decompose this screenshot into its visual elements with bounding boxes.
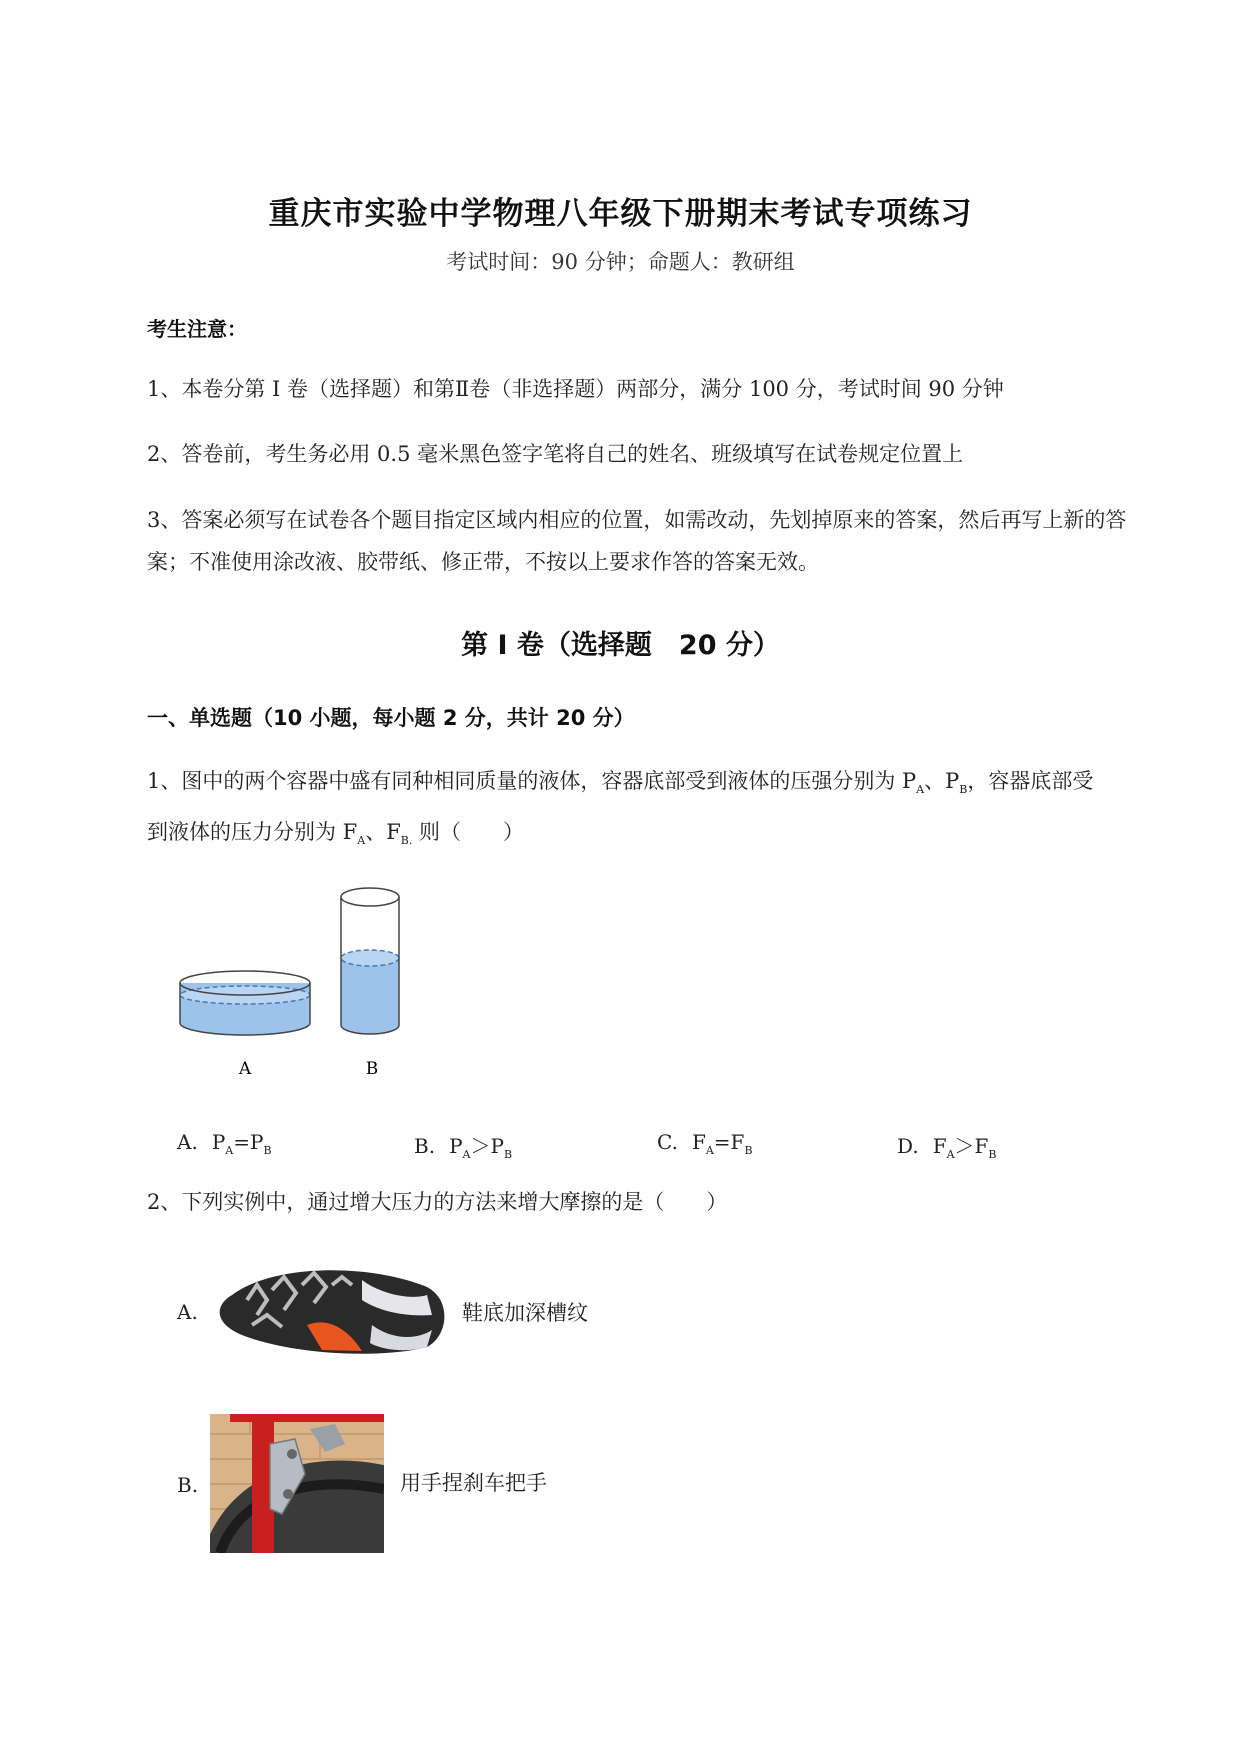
containers-figure [170, 885, 410, 1085]
notice-item-1: 1、本卷分第 I 卷（选择题）和第Ⅱ卷（非选择题）两部分，满分 100 分，考试时间 90 分钟 [147, 377, 1004, 401]
notice-label: 考生注意： [147, 317, 247, 341]
option-letter: C. [657, 1130, 678, 1154]
option-sub: B [263, 1144, 272, 1157]
q1-option-d[interactable] [897, 1130, 997, 1161]
question-1-text [147, 760, 1157, 862]
q1-text-part: 到液体的压力分别为 F [147, 820, 358, 845]
q1-option-c[interactable] [657, 1130, 753, 1157]
question-2-text: 2、下列实例中，通过增大压力的方法来增大摩擦的是（ ） [147, 1190, 728, 1214]
q2-option-a-caption: 鞋底加深槽纹 [462, 1301, 588, 1325]
q1-sub: A [916, 783, 925, 797]
option-sub: B [503, 1148, 513, 1161]
figure-label-b: B [365, 1059, 379, 1079]
option-text: ＞F [954, 1134, 989, 1158]
option-sub: A [462, 1148, 471, 1161]
q1-text-part: 则（ ） [412, 820, 525, 845]
option-text: =F [713, 1130, 745, 1154]
q1-option-b[interactable] [414, 1130, 512, 1161]
question-group-title: 一、单选题（10 小题，每小题 2 分，共计 20 分） [147, 706, 635, 730]
q2-option-b-letter[interactable]: B. [177, 1473, 199, 1497]
option-letter: B. [414, 1134, 436, 1158]
section-title: 第 I 卷（选择题 20 分） [461, 630, 780, 661]
bicycle-brake-image [210, 1414, 384, 1553]
option-text: P [449, 1134, 463, 1158]
container-b [341, 888, 399, 1034]
shoe-sole-image [212, 1255, 452, 1363]
option-text: P [211, 1130, 226, 1154]
option-text: F [691, 1130, 706, 1154]
option-text: =P [233, 1130, 264, 1154]
q1-text-part: ，容器底部受 [967, 769, 1094, 793]
option-letter: A. [177, 1130, 198, 1154]
notice-item-3: 3、答案必须写在试卷各个题目指定区域内相应的位置，如需改动，先划掉原来的答案，然后再写上新的答案；不准使用涂改液、胶带纸、修正带，不按以上要求作答的答案无效。 [147, 508, 1127, 574]
option-sub: A [946, 1148, 955, 1161]
q2-option-b-caption: 用手捏刹车把手 [400, 1471, 547, 1495]
page-title: 重庆市实验中学物理八年级下册期末考试专项练习 [268, 196, 973, 232]
q1-sub: B [959, 783, 968, 797]
option-sub: A [225, 1144, 234, 1157]
q1-option-a[interactable] [177, 1130, 272, 1157]
q2-option-a-letter[interactable]: A. [177, 1300, 198, 1324]
q1-sub: B. [400, 834, 413, 848]
option-sub: A [705, 1144, 714, 1157]
q1-sub: A [357, 834, 366, 848]
container-a [180, 971, 310, 1035]
figure-label-a: A [238, 1059, 252, 1079]
option-text: F [932, 1134, 947, 1158]
option-sub: B [744, 1144, 753, 1157]
q1-text-part: 、F [365, 820, 401, 845]
q1-text-part: 、P [924, 769, 960, 793]
exam-meta: 考试时间：90 分钟；命题人：教研组 [446, 250, 795, 274]
q1-text-part: 1、图中的两个容器中盛有同种相同质量的液体，容器底部受到液体的压强分别为 P [147, 769, 917, 793]
notice-item-2: 2、答卷前，考生务必用 0.5 毫米黑色签字笔将自己的姓名、班级填写在试卷规定位置上 [147, 442, 964, 466]
option-letter: D. [897, 1134, 919, 1158]
option-text: ＞P [470, 1134, 504, 1158]
option-sub: B [988, 1148, 997, 1161]
